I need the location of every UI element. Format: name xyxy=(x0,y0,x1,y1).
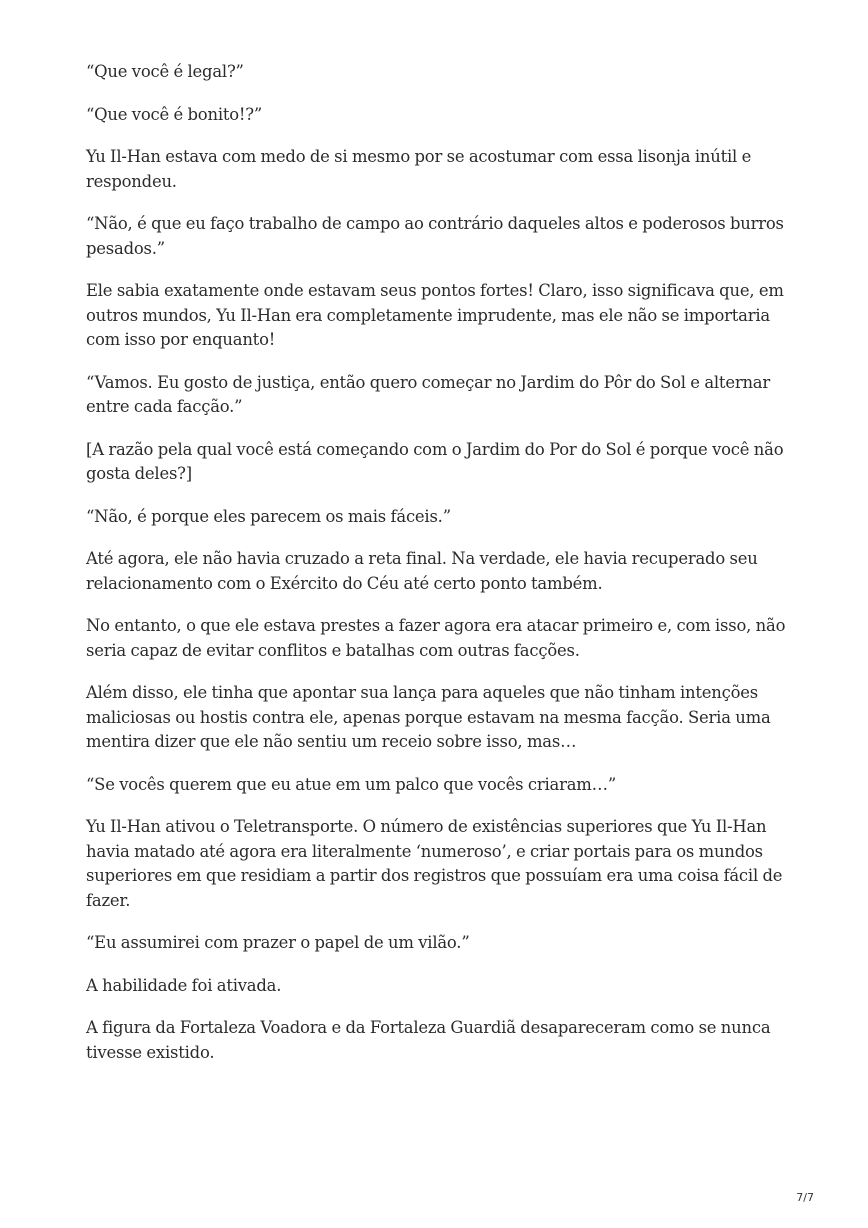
paragraph: Yu Il-Han ativou o Teletransporte. O número de existências superiores que Yu Il-Han havia matado até agora era literalmente ‘numeroso’, e criar portais para os mundos superiores em que residiam a partir dos registros que possuíam era uma coisa fácil de fazer. xyxy=(86,817,783,910)
paragraph: “Não, é porque eles parecem os mais fáceis.” xyxy=(86,506,451,526)
page-number: 7/7 xyxy=(796,1191,814,1204)
paragraph: No entanto, o que ele estava prestes a fazer agora era atacar primeiro e, com isso, não seria capaz de evitar conflitos e batalhas com outras facções. xyxy=(86,616,786,660)
paragraph: “Que você é legal?” xyxy=(86,62,244,81)
paragraph: “Vamos. Eu gosto de justiça, então quero começar no Jardim do Pôr do Sol e alternar entre cada facção.” xyxy=(86,372,771,416)
paragraph: A habilidade foi ativada. xyxy=(86,975,282,995)
paragraph: “Não, é que eu faço trabalho de campo ao contrário daqueles altos e poderosos burros pesados.” xyxy=(86,214,784,258)
paragraph: Além disso, ele tinha que apontar sua lança para aqueles que não tinham intenções maliciosas ou hostis contra ele, apenas porque estavam na mesma facção. Seria uma mentira dizer que ele não sentiu um receio sobre isso, mas… xyxy=(86,683,771,751)
paragraph: Yu Il-Han estava com medo de si mesmo por se acostumar com essa lisonja inútil e respondeu. xyxy=(86,147,752,191)
paragraph: “Se vocês querem que eu atue em um palco que vocês criaram…” xyxy=(86,774,616,794)
paragraph: A figura da Fortaleza Voadora e da Fortaleza Guardiã desapareceram como se nunca tivesse existido. xyxy=(86,1018,771,1062)
document-body xyxy=(86,60,791,1083)
paragraph: “Que você é bonito!?” xyxy=(86,104,263,124)
paragraph: “Eu assumirei com prazer o papel de um vilão.” xyxy=(86,933,470,952)
paragraph: Até agora, ele não havia cruzado a reta final. Na verdade, ele havia recuperado seu relacionamento com o Exército do Céu até certo ponto também. xyxy=(86,549,758,593)
paragraph: Ele sabia exatamente onde estavam seus pontos fortes! Claro, isso significava que, em outros mundos, Yu Il-Han era completamente imprudente, mas ele não se importaria com isso por enquanto! xyxy=(86,281,784,349)
paragraph: [A razão pela qual você está começando com o Jardim do Por do Sol é porque você não gosta deles?] xyxy=(86,439,784,483)
